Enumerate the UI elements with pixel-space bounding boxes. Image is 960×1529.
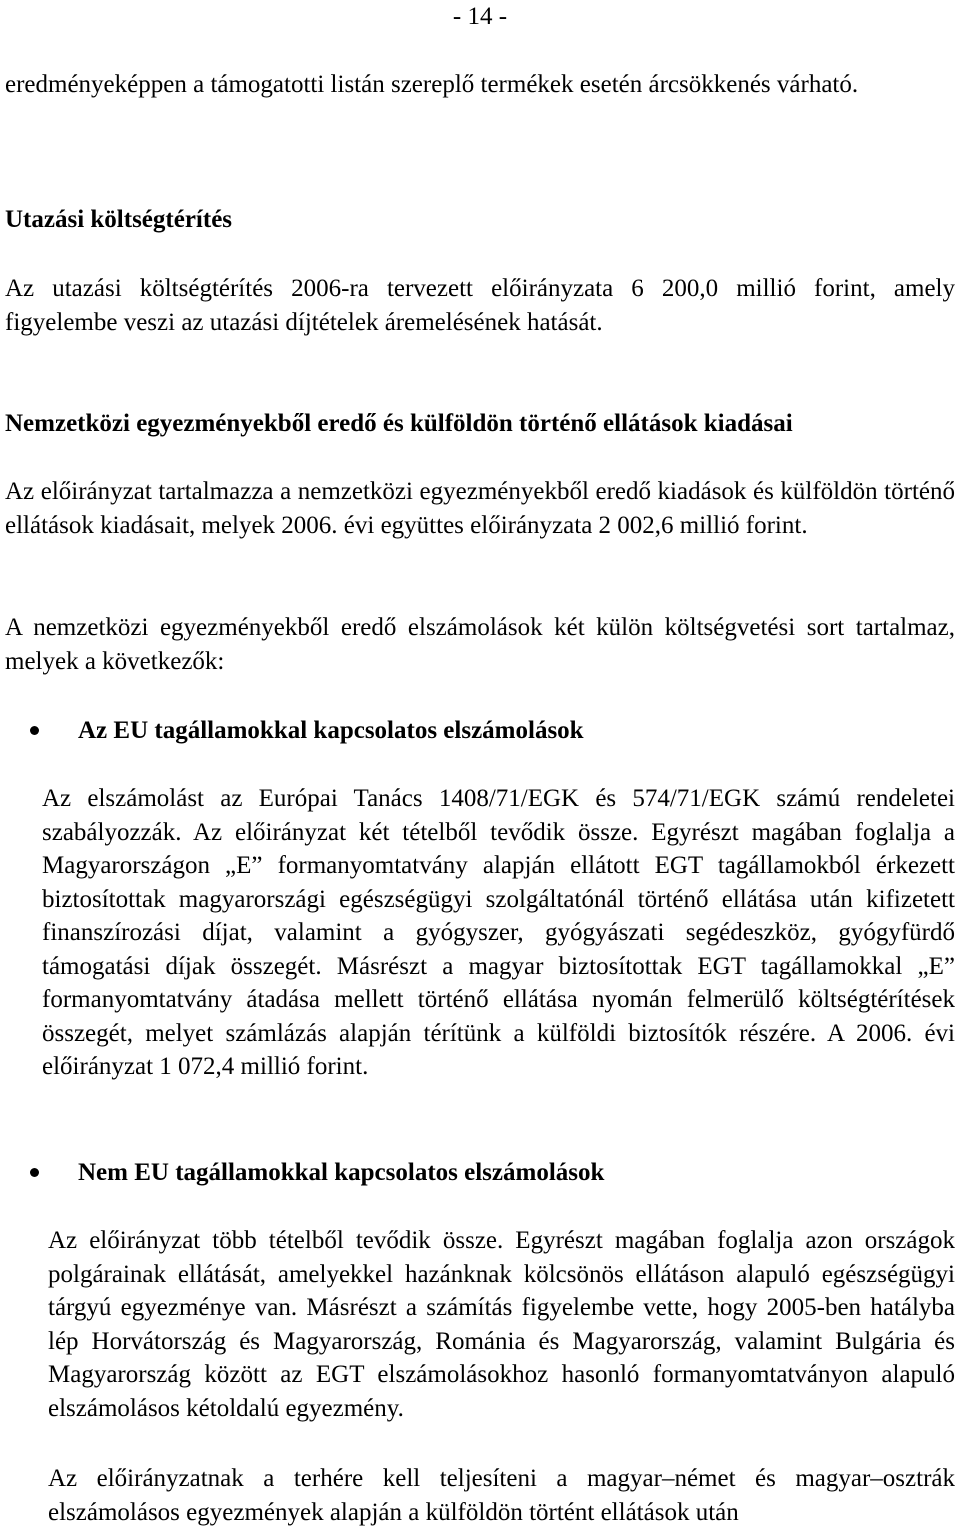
bullet-icon [5,1156,78,1190]
international-paragraph-1: Az előirányzat tartalmazza a nemzetközi egyezményekből eredő kiadások és külföldön történő ellátások kiadásait, melyek 2006. évi együttes előirányzata 2 002,6 millió forint. [5,478,955,539]
bullet-icon [5,714,78,748]
international-paragraph-2: A nemzetközi egyezményekből eredő elszámolások két külön költségvetési sort tartalmaz, melyek a következők: [5,614,955,675]
eu-paragraph: Az elszámolást az Európai Tanács 1408/71/EGK és 574/71/EGK számú rendeletei szabályozzák. Az előirányzat két tételből tevődik össze. Egyrészt magában foglalja a Magyarországon „E” formanyomtatvány alapján ellátott EGT tagállamokból érkezett biztosítottak magyarországi egészségügyi szolgáltatónál történő ellátása után kifizetett finanszírozási díjat, valamint a gyógyszer, gyógyászati segédeszköz, gyógyfürdő támogatási díjak összegét. Másrészt a magyar biztosítottak EGT tagállamokkal „E” formanyomtatvány átadása mellett történő ellátása nyomán felmerülő költségtérítések összegét, melyet számlázás alapján térítünk a külföldi biztosítók részére. A 2006. évi előirányzat 1 072,4 millió forint. [42,785,955,1080]
non-eu-paragraph-1: Az előirányzat több tételből tevődik össze. Egyrészt magában foglalja azon országok polgárainak ellátását, amelyekkel hazánknak kölcsönös ellátáson alapuló egészségügyi tárgyú egyezménye van. Másrészt a számítás figyelembe vette, hogy 2005-ben hatályba lép Horvátország és Magyarország, Románia és Magyarország, valamint Bulgária és Magyarország között az EGT elszámolásokhoz hasonló formanyomtatványon alapuló elszámolásos kétoldalú egyezmény. [48,1227,955,1422]
non-eu-paragraph-2: Az előirányzatnak a terhére kell teljesíteni a magyar–német és magyar–osztrák elszámolásos egyezmények alapján a külföldön történt ellátások után [48,1465,955,1526]
travel-costs-paragraph: Az utazási költségtérítés 2006-ra tervezett előirányzata 6 200,0 millió forint, amely figyelembe veszi az utazási díjtételek áremelésének hatását. [5,275,955,336]
heading-travel-costs: Utazási költségtérítés [5,206,233,233]
non-eu-heading-text: Nem EU tagállamokkal kapcsolatos elszámolások [78,1159,605,1186]
page-number: - 14 - [452,3,508,30]
heading-international-agreements: Nemzetközi egyezményekből eredő és külföldön történő ellátások kiadásai [5,410,793,437]
non-eu-bullet-heading [5,1156,955,1190]
eu-bullet-heading [5,714,955,748]
eu-heading-text: Az EU tagállamokkal kapcsolatos elszámolások [78,717,584,744]
intro-paragraph: eredményeképpen a támogatotti listán szereplő termékek esetén árcsökkenés várható. [5,71,859,98]
